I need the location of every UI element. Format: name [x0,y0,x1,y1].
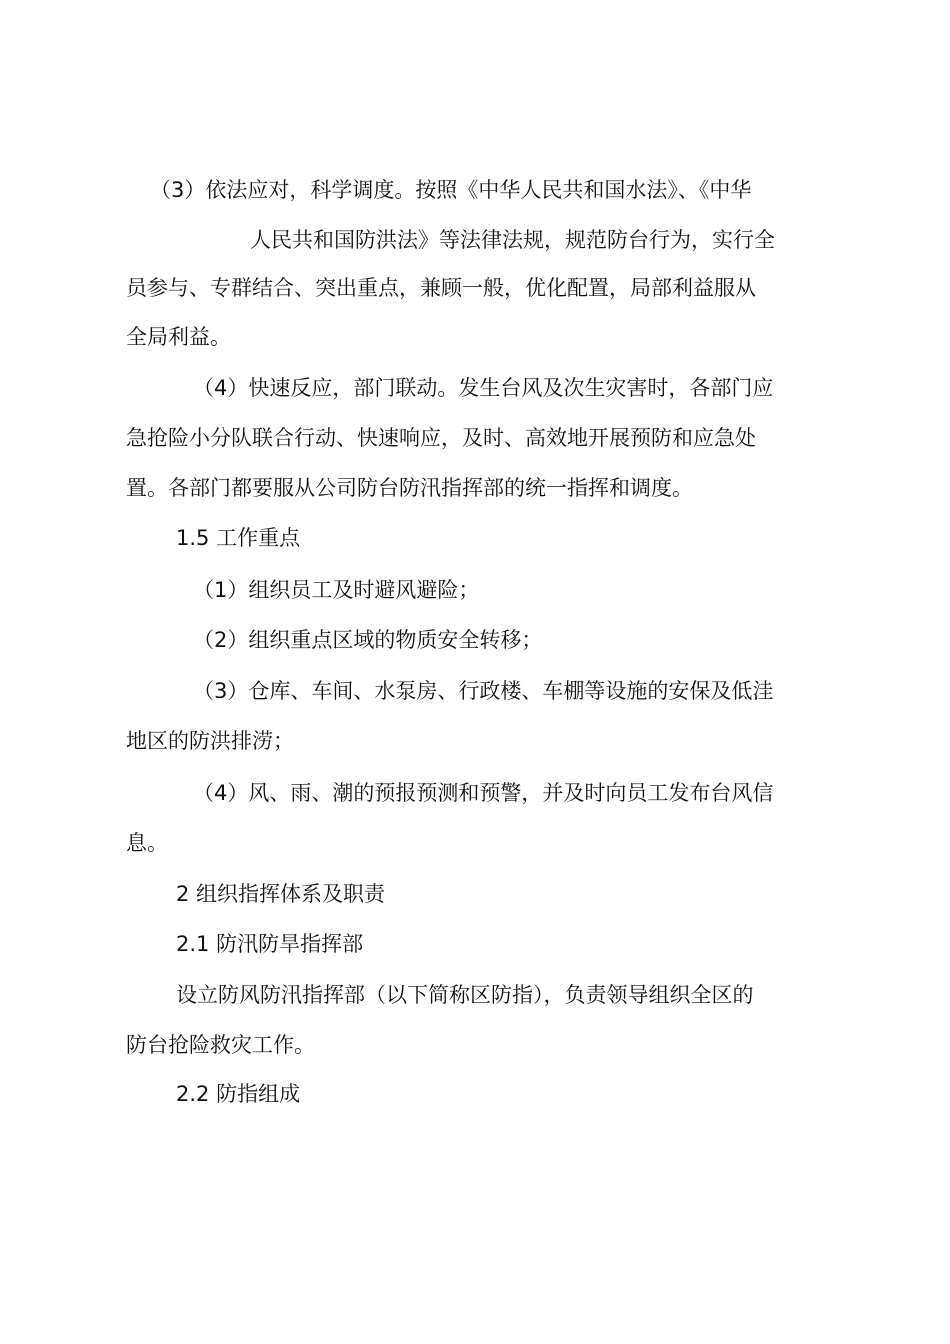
section-heading-2-2: 2.2 防指组成 [176,1082,301,1106]
paragraph-3-line-3: 员参与、专群结合、突出重点，兼顾一般，优化配置，局部利益服从 [126,276,756,300]
paragraph-3-line-2: 人民共和国防洪法》等法律法规，规范防台行为，实行全 [250,228,775,252]
focus-item-3-line-1: （3）仓库、车间、水泵房、行政楼、车棚等设施的安保及低洼 [193,679,774,703]
focus-item-4-line-2: 息。 [126,831,168,855]
focus-item-2: （2）组织重点区域的物质安全转移； [193,628,543,652]
section-heading-2: 2 组织指挥体系及职责 [176,882,386,906]
paragraph-2-1-line-2: 防台抢险救灾工作。 [126,1033,315,1057]
section-heading-2-1: 2.1 防汛防旱指挥部 [176,932,364,956]
paragraph-4-line-1: （4）快速反应，部门联动。发生台风及次生灾害时，各部门应 [193,376,774,400]
section-heading-1-5: 1.5 工作重点 [176,526,301,550]
focus-item-1: （1）组织员工及时避风避险； [193,578,480,602]
paragraph-4-line-2: 急抢险小分队联合行动、快速响应，及时、高效地开展预防和应急处 [126,426,756,450]
paragraph-3-line-4: 全局利益。 [126,325,231,349]
focus-item-4-line-1: （4）风、雨、潮的预报预测和预警，并及时向员工发布台风信 [193,781,774,805]
paragraph-2-1-line-1: 设立防风防汛指挥部（以下简称区防指），负责领导组织全区的 [176,983,754,1007]
paragraph-3-line-1: （3）依法应对，科学调度。按照《中华人民共和国水法》、《中华 [150,178,752,202]
focus-item-3-line-2: 地区的防洪排涝； [126,729,294,753]
paragraph-4-line-3: 置。各部门都要服从公司防台防汛指挥部的统一指挥和调度。 [126,476,693,500]
